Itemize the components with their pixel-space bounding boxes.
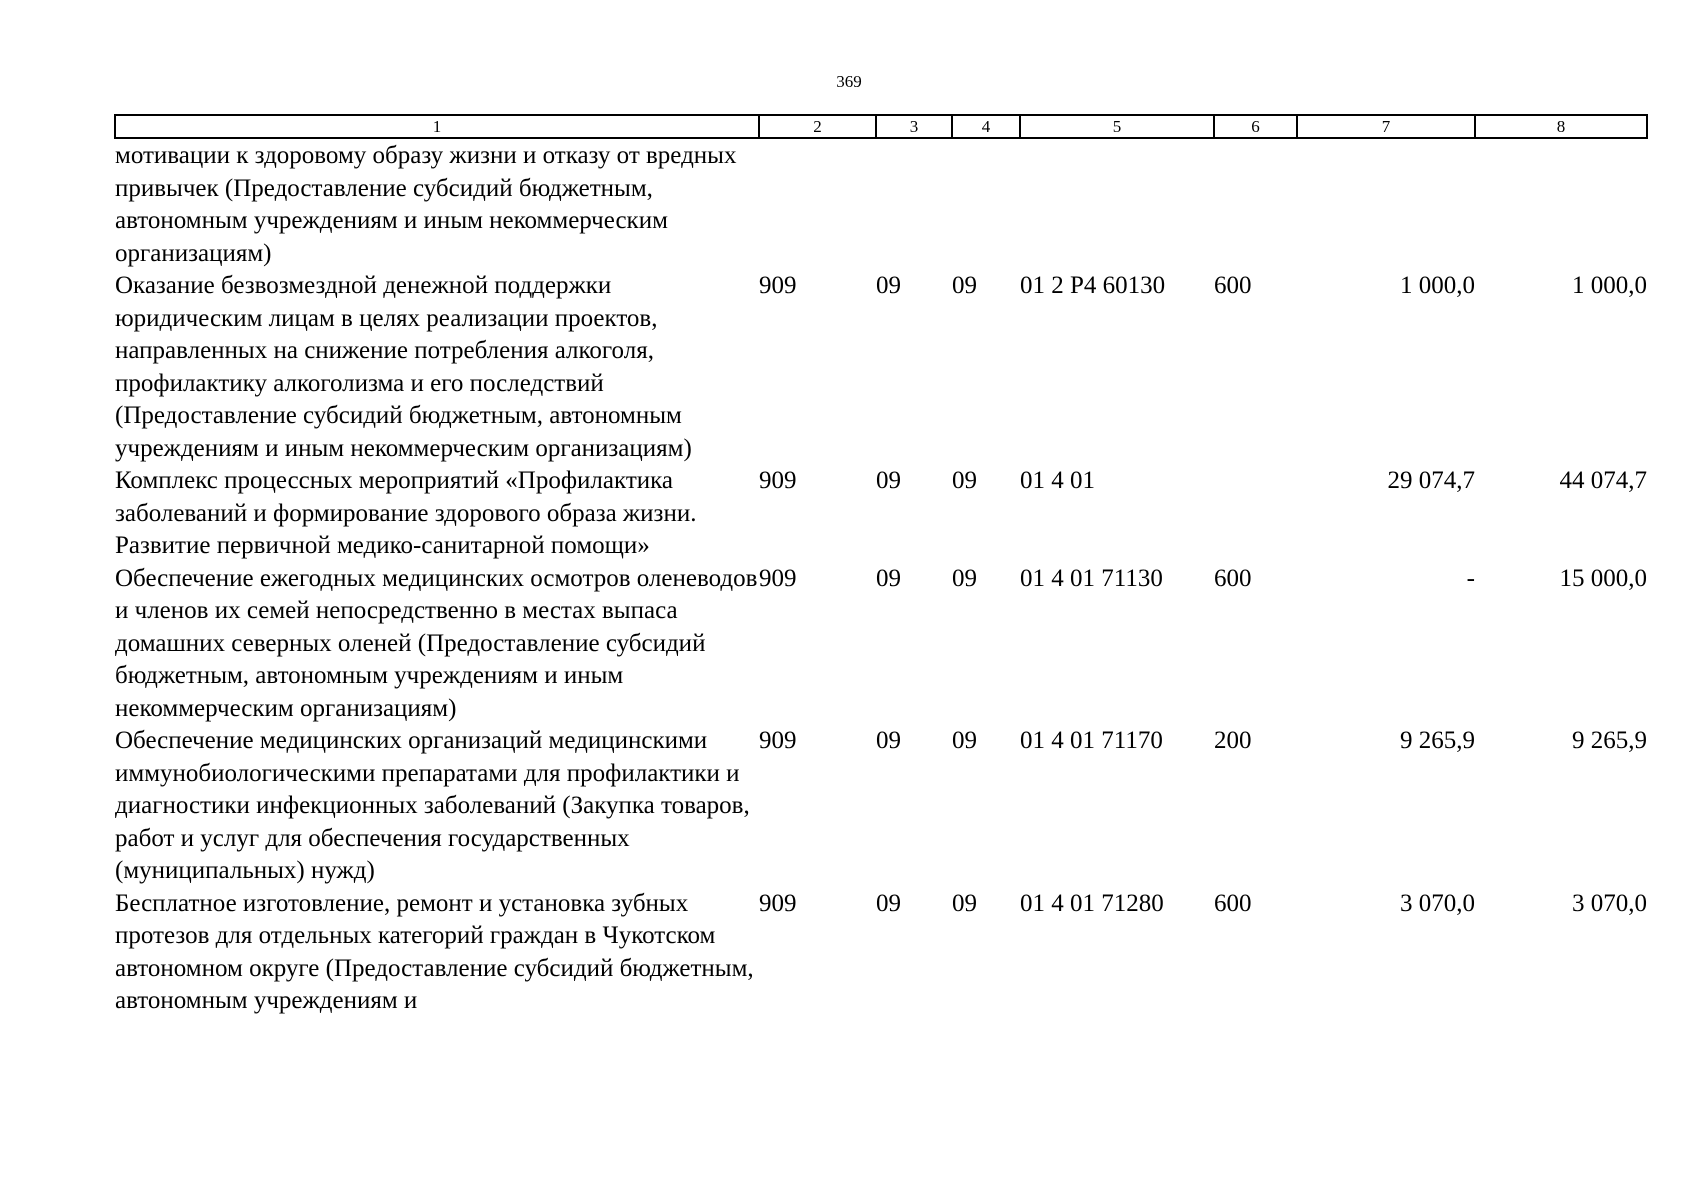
target-article: 01 2 Р4 60130 (1020, 272, 1166, 299)
amount-7: 3 070,0 (1400, 889, 1475, 917)
row-name: Оказание безвозмездной денежной поддержки юридическим лицам в целях реализации проектов, направленных на снижение потребления алкоголя, профилактику алкоголизма и его последствий (Предоставление субсидий бюджетным, автономным учреждениям и иным некоммерческим организациям) (115, 272, 692, 462)
amount-8: 15 000,0 (1559, 564, 1647, 592)
column-header-6: 6 (1214, 115, 1297, 138)
code-3: 09 (876, 727, 901, 754)
expense-type: 600 (1214, 564, 1252, 592)
column-header-2: 2 (759, 115, 876, 138)
row-name: Обеспечение ежегодных медицинских осмотров оленеводов и членов их семей непосредственно в местах выпаса домашних северных оленей (Предоставление субсидий бюджетным, автономным учреждениям и иным некоммерческим организациям) (115, 564, 758, 722)
column-header-1: 1 (115, 115, 759, 138)
code-2: 909 (759, 272, 797, 299)
code-3: 09 (876, 889, 901, 917)
column-header-3: 3 (876, 115, 952, 138)
code-3: 09 (876, 272, 901, 299)
target-article: 01 4 01 (1020, 467, 1095, 494)
column-header-5: 5 (1020, 115, 1214, 138)
amount-8: 3 070,0 (1572, 889, 1647, 917)
budget-table (114, 114, 1648, 1018)
code-4: 09 (952, 272, 977, 299)
code-4: 09 (952, 564, 977, 592)
amount-8: 9 265,9 (1572, 727, 1647, 754)
column-header-7: 7 (1297, 115, 1475, 138)
column-header-8: 8 (1475, 115, 1647, 138)
amount-7: 9 265,9 (1400, 727, 1475, 754)
row-name: Бесплатное изготовление, ремонт и установка зубных протезов для отдельных категорий граждан в Чукотском автономном округе (Предоставление субсидий бюджетным, автономным учреждениям и (115, 889, 754, 1014)
column-header-4: 4 (952, 115, 1020, 138)
table-row (115, 138, 1647, 270)
expense-type: 600 (1214, 889, 1252, 917)
target-article: 01 4 01 71170 (1020, 727, 1163, 754)
target-article: 01 4 01 71280 (1020, 889, 1164, 917)
expense-type (1214, 465, 1297, 563)
amount-8 (1475, 138, 1647, 270)
amount-7 (1297, 138, 1475, 270)
code-2 (759, 138, 876, 270)
expense-type: 600 (1214, 272, 1252, 299)
table-row (115, 888, 1647, 1018)
table-row (115, 563, 1647, 726)
expense-type: 200 (1214, 727, 1252, 754)
table-row (115, 270, 1647, 465)
code-4: 09 (952, 889, 977, 917)
expense-type (1214, 138, 1297, 270)
amount-8: 1 000,0 (1572, 272, 1647, 299)
amount-8: 44 074,7 (1559, 467, 1647, 494)
code-3 (876, 138, 952, 270)
amount-7: 29 074,7 (1387, 467, 1475, 494)
code-2: 909 (759, 564, 797, 592)
table-row (115, 725, 1647, 888)
amount-7: - (1466, 564, 1475, 592)
row-name: Обеспечение медицинских организаций медицинскими иммунобиологическими препаратами для профилактики и диагностики инфекционных заболеваний (Закупка товаров, работ и услуг для обеспечения государственных (муниципальных) нужд) (115, 727, 750, 884)
code-3: 09 (876, 564, 901, 592)
code-4: 09 (952, 727, 977, 754)
code-4 (952, 138, 1020, 270)
code-4: 09 (952, 467, 977, 494)
code-2: 909 (759, 467, 797, 494)
code-3: 09 (876, 467, 901, 494)
code-2: 909 (759, 889, 797, 917)
page-number: 369 (836, 72, 862, 91)
code-2: 909 (759, 727, 797, 754)
table-row (115, 465, 1647, 563)
target-article (1020, 138, 1214, 270)
column-number-header-row (115, 115, 1647, 138)
row-name: мотивации к здоровому образу жизни и отказу от вредных привычек (Предоставление субсидий бюджетным, автономным учреждениям и иным некоммерческим организациям) (115, 142, 737, 267)
amount-7: 1 000,0 (1400, 272, 1475, 299)
row-name: Комплекс процессных мероприятий «Профилактика заболеваний и формирование здорового образа жизни. Развитие первичной медико-санитарной помощи» (115, 467, 697, 559)
target-article: 01 4 01 71130 (1020, 564, 1163, 592)
